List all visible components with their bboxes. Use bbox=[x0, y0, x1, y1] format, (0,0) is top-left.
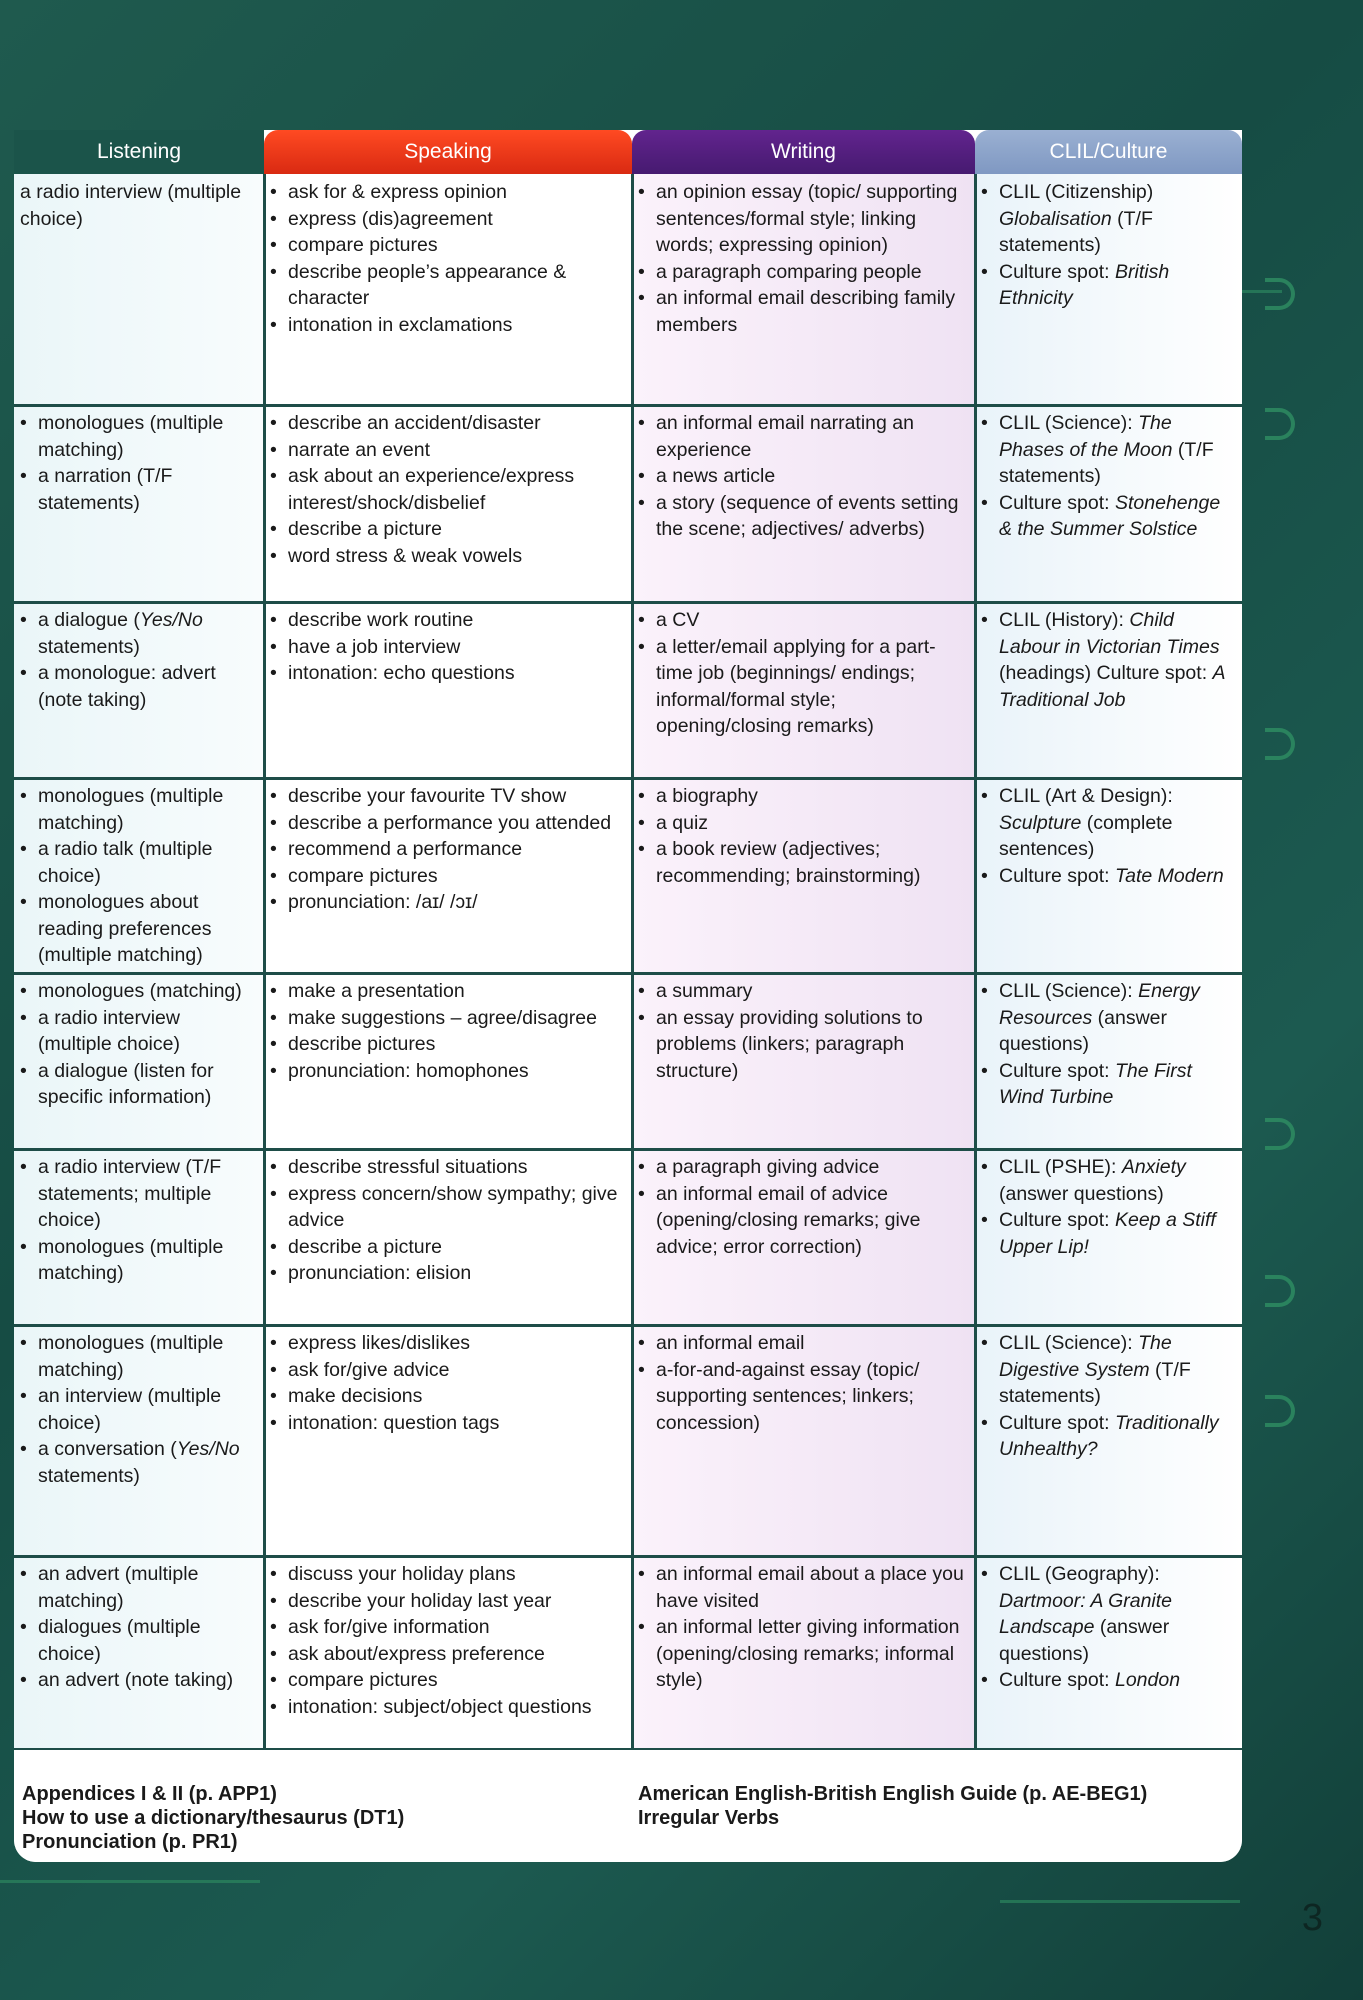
list-item bbox=[638, 1330, 969, 1357]
listening-cell bbox=[20, 607, 258, 713]
item-text: make decisions bbox=[288, 1385, 423, 1407]
item-text: CLIL (History): bbox=[999, 609, 1130, 631]
list-item bbox=[638, 1154, 969, 1181]
item-text: intonation: subject/object questions bbox=[288, 1695, 592, 1718]
italic-title-text: Keep a Stiff Upper Lip! bbox=[999, 1209, 1216, 1258]
writing-list bbox=[638, 1154, 969, 1260]
list-item bbox=[638, 490, 969, 543]
footer-left-line: Pronunciation (p. PR1) bbox=[22, 1831, 238, 1853]
list-item bbox=[638, 1181, 969, 1261]
speaking-list bbox=[270, 1154, 626, 1287]
clil-cell bbox=[981, 410, 1236, 543]
speaking-list bbox=[270, 179, 626, 338]
writing-list bbox=[638, 410, 969, 543]
item-text: monologues (matching) bbox=[38, 980, 242, 1002]
listening-cell bbox=[20, 410, 258, 516]
writing-cell bbox=[638, 410, 969, 543]
item-text: Culture spot: bbox=[999, 260, 1115, 283]
column-divider bbox=[631, 174, 634, 1750]
clil-list bbox=[981, 783, 1236, 889]
contents-table bbox=[14, 130, 1242, 1862]
list-item bbox=[638, 463, 969, 490]
list-item bbox=[270, 1641, 626, 1668]
list-item bbox=[638, 179, 969, 259]
writing-list bbox=[638, 1330, 969, 1436]
listening-list bbox=[20, 1561, 258, 1694]
item-text: an informal email bbox=[656, 1332, 805, 1354]
list-item bbox=[20, 1330, 258, 1383]
item-text: monologues (multiple matching) bbox=[38, 412, 224, 461]
listening-list bbox=[20, 179, 258, 232]
row-divider bbox=[14, 404, 1242, 407]
list-item bbox=[20, 836, 258, 889]
writing-cell bbox=[638, 1154, 969, 1260]
writing-list bbox=[638, 607, 969, 740]
column-divider bbox=[263, 174, 266, 1750]
item-text: dialogues (multiple choice) bbox=[38, 1616, 201, 1665]
list-item bbox=[20, 1436, 258, 1489]
item-text: an opinion essay (topic/ supporting sentences/formal style; linking words; expressing opinion) bbox=[656, 181, 958, 256]
clil-list bbox=[981, 1561, 1236, 1694]
clil-list bbox=[981, 1154, 1236, 1260]
list-item bbox=[20, 1058, 258, 1111]
list-item bbox=[270, 836, 626, 863]
item-text: intonation: echo questions bbox=[288, 662, 515, 684]
listening-list bbox=[20, 978, 258, 1111]
item-text: ask for/give information bbox=[288, 1616, 490, 1638]
item-text: a news article bbox=[656, 465, 776, 487]
item-text: describe an accident/disaster bbox=[288, 412, 541, 434]
speaking-list bbox=[270, 978, 626, 1084]
item-text: pronunciation: /aɪ/ /ɔɪ/ bbox=[288, 891, 478, 913]
writing-list bbox=[638, 1561, 969, 1694]
list-item bbox=[981, 1561, 1236, 1667]
item-text: describe a performance you attended bbox=[288, 811, 612, 834]
clil-list bbox=[981, 607, 1236, 713]
list-item bbox=[981, 1667, 1236, 1694]
speaking-cell bbox=[270, 179, 626, 338]
list-item bbox=[270, 232, 626, 259]
list-item bbox=[981, 1058, 1236, 1111]
listening-cell bbox=[20, 179, 258, 232]
writing-list bbox=[638, 783, 969, 889]
italic-title-text: Tate Modern bbox=[1114, 864, 1224, 887]
item-text: describe a picture bbox=[288, 1235, 442, 1258]
italic-title-text: A Traditional Job bbox=[999, 662, 1225, 711]
speaking-list bbox=[270, 1561, 626, 1720]
italic-title-text: London bbox=[1114, 1669, 1181, 1691]
clil-list bbox=[981, 978, 1236, 1111]
header-speaking: Speaking bbox=[264, 130, 632, 174]
item-text: pronunciation: elision bbox=[288, 1262, 472, 1284]
speaking-cell bbox=[270, 1330, 626, 1436]
italic-title-text: British Ethnicity bbox=[999, 260, 1170, 309]
list-item bbox=[981, 410, 1236, 490]
item-text: CLIL (Science): bbox=[999, 1332, 1139, 1354]
clil-cell bbox=[981, 1154, 1236, 1260]
list-item bbox=[20, 1005, 258, 1058]
item-text: express likes/dislikes bbox=[288, 1332, 471, 1354]
list-item bbox=[638, 285, 969, 338]
listening-cell bbox=[20, 1561, 258, 1694]
header-listening: Listening bbox=[14, 130, 264, 174]
list-item bbox=[638, 1357, 969, 1437]
item-text: (answer questions) bbox=[999, 1006, 1167, 1055]
italic-title-text: Traditionally Unhealthy? bbox=[999, 1411, 1219, 1460]
listening-list bbox=[20, 607, 258, 713]
list-item bbox=[20, 889, 258, 969]
item-text: CLIL (Citizenship) bbox=[999, 181, 1154, 203]
item-text: intonation: question tags bbox=[288, 1411, 500, 1434]
listening-list bbox=[20, 783, 258, 969]
item-text: intonation in exclamations bbox=[288, 313, 513, 336]
list-item bbox=[20, 978, 258, 1005]
list-item bbox=[638, 259, 969, 286]
clil-list bbox=[981, 410, 1236, 543]
list-item bbox=[270, 543, 626, 570]
clil-cell bbox=[981, 1561, 1236, 1694]
writing-cell bbox=[638, 978, 969, 1084]
list-item bbox=[981, 179, 1236, 259]
item-text: (complete sentences) bbox=[999, 811, 1173, 860]
listening-list bbox=[20, 410, 258, 516]
listening-cell bbox=[20, 783, 258, 969]
list-item bbox=[20, 783, 258, 836]
italic-title-text: The First Wind Turbine bbox=[999, 1059, 1192, 1108]
clil-cell bbox=[981, 978, 1236, 1111]
item-text: a narration (T/F statements) bbox=[38, 465, 173, 514]
italic-title-text: Anxiety bbox=[1121, 1156, 1186, 1178]
writing-cell bbox=[638, 179, 969, 338]
list-item bbox=[270, 783, 626, 810]
speaking-cell bbox=[270, 978, 626, 1084]
item-text: ask for/give advice bbox=[288, 1358, 450, 1381]
list-item bbox=[270, 1410, 626, 1437]
page-number: 3 bbox=[1301, 1897, 1323, 1939]
italic-title-text: Globalisation bbox=[999, 207, 1112, 230]
speaking-cell bbox=[270, 1561, 626, 1720]
list-item bbox=[638, 810, 969, 837]
speaking-list bbox=[270, 1330, 626, 1436]
list-item bbox=[638, 607, 969, 634]
speaking-list bbox=[270, 410, 626, 569]
item-text: a story (sequence of events setting the scene; adjectives/ adverbs) bbox=[656, 491, 959, 540]
item-text: Culture spot: bbox=[999, 1411, 1115, 1434]
item-text: a radio talk (multiple choice) bbox=[38, 838, 213, 887]
item-text: describe your holiday last year bbox=[288, 1589, 552, 1612]
list-item bbox=[981, 783, 1236, 863]
item-text: a book review (adjectives; recommending; brainstorming) bbox=[656, 838, 921, 887]
writing-cell bbox=[638, 607, 969, 740]
list-item bbox=[270, 1031, 626, 1058]
item-text: monologues (multiple matching) bbox=[38, 785, 224, 834]
clil-cell bbox=[981, 607, 1236, 713]
list-item bbox=[270, 1561, 626, 1588]
list-item bbox=[270, 259, 626, 312]
list-item bbox=[270, 1005, 626, 1032]
italic-title-text: Child Labour in Victorian Times bbox=[999, 609, 1220, 658]
item-text: compare pictures bbox=[288, 1669, 438, 1691]
list-item bbox=[20, 410, 258, 463]
row-divider bbox=[14, 972, 1242, 975]
column-divider bbox=[974, 174, 977, 1750]
item-text: statements) bbox=[38, 1464, 140, 1487]
italic-title-text: Energy Resources bbox=[999, 980, 1200, 1029]
item-text: (headings) Culture spot: bbox=[999, 662, 1213, 684]
item-text: make suggestions – agree/disagree bbox=[288, 1006, 597, 1029]
list-item bbox=[981, 863, 1236, 890]
list-item bbox=[638, 1005, 969, 1085]
italic-title-text: Stonehenge & the Summer Solstice bbox=[999, 491, 1221, 540]
header-writing: Writing bbox=[632, 130, 975, 174]
list-item bbox=[20, 463, 258, 516]
writing-cell bbox=[638, 1330, 969, 1436]
list-item bbox=[270, 516, 626, 543]
list-item bbox=[20, 1154, 258, 1234]
list-item bbox=[20, 1561, 258, 1614]
item-text: a radio interview (multiple choice) bbox=[38, 1006, 180, 1055]
item-text: ask about/express preference bbox=[288, 1642, 545, 1665]
row-divider bbox=[14, 777, 1242, 780]
listening-cell bbox=[20, 1154, 258, 1287]
item-text: an informal email describing family members bbox=[656, 287, 956, 336]
writing-list bbox=[638, 978, 969, 1084]
item-text: a radio interview (T/F statements; multiple choice) bbox=[38, 1156, 222, 1231]
list-item bbox=[638, 1561, 969, 1614]
item-text: (answer questions) bbox=[999, 1616, 1170, 1665]
item-text: CLIL (Geography): bbox=[999, 1563, 1160, 1585]
list-item bbox=[270, 437, 626, 464]
item-text: pronunciation: homophones bbox=[288, 1059, 529, 1082]
row-divider bbox=[14, 1148, 1242, 1151]
item-text: a conversation ( bbox=[38, 1438, 177, 1460]
item-text: describe a picture bbox=[288, 518, 442, 540]
item-text: a CV bbox=[656, 609, 700, 631]
item-text: have a job interview bbox=[288, 635, 461, 658]
list-item bbox=[270, 607, 626, 634]
list-item bbox=[270, 889, 626, 916]
writing-cell bbox=[638, 1561, 969, 1694]
item-text: a dialogue (listen for specific information) bbox=[38, 1059, 214, 1108]
clil-cell bbox=[981, 1330, 1236, 1463]
italic-title-text: The Digestive System bbox=[999, 1332, 1172, 1381]
item-text: (T/F statements) bbox=[999, 207, 1153, 256]
speaking-cell bbox=[270, 607, 626, 687]
item-text: a-for-and-against essay (topic/ supporting sentences; linkers; concession) bbox=[656, 1358, 920, 1434]
list-item bbox=[270, 1154, 626, 1181]
item-text: describe work routine bbox=[288, 609, 474, 631]
list-item bbox=[20, 660, 258, 713]
list-item bbox=[270, 1588, 626, 1615]
footer-left-line: How to use a dictionary/thesaurus (DT1) bbox=[22, 1807, 405, 1829]
item-text: ask for & express opinion bbox=[288, 181, 507, 203]
item-text: statements) bbox=[38, 635, 140, 658]
list-item bbox=[270, 1181, 626, 1234]
list-item bbox=[270, 1058, 626, 1085]
list-item bbox=[270, 206, 626, 233]
item-text: Culture spot: bbox=[999, 1059, 1115, 1082]
item-text: (answer questions) bbox=[999, 1182, 1164, 1205]
list-item bbox=[270, 1383, 626, 1410]
listening-cell bbox=[20, 1330, 258, 1489]
item-text: a paragraph giving advice bbox=[656, 1156, 880, 1178]
item-text: word stress & weak vowels bbox=[288, 544, 523, 567]
item-text: CLIL (PSHE): bbox=[999, 1156, 1122, 1178]
item-text: recommend a performance bbox=[288, 838, 523, 860]
clil-cell bbox=[981, 179, 1236, 312]
item-text: an informal email of advice (opening/closing remarks; give advice; error correction) bbox=[656, 1182, 921, 1258]
item-text: CLIL (Science): bbox=[999, 412, 1139, 434]
list-item bbox=[638, 634, 969, 740]
speaking-cell bbox=[270, 1154, 626, 1287]
speaking-cell bbox=[270, 410, 626, 569]
italic-title-text: Sculpture bbox=[999, 811, 1082, 834]
item-text: a quiz bbox=[656, 811, 709, 834]
list-item bbox=[270, 463, 626, 516]
item-text: describe your favourite TV show bbox=[288, 785, 567, 807]
italic-title-text: Yes/No bbox=[139, 609, 203, 631]
listening-list bbox=[20, 1330, 258, 1489]
list-item bbox=[270, 1614, 626, 1641]
list-item bbox=[270, 1260, 626, 1287]
list-item bbox=[20, 607, 258, 660]
list-item bbox=[20, 179, 258, 232]
list-item bbox=[981, 1410, 1236, 1463]
item-text: an interview (multiple choice) bbox=[38, 1385, 222, 1434]
list-item bbox=[270, 634, 626, 661]
item-text: make a presentation bbox=[288, 980, 465, 1002]
footer-left-line: Appendices I & II (p. APP1) bbox=[22, 1783, 277, 1805]
header-clil: CLIL/Culture bbox=[975, 130, 1242, 174]
list-item bbox=[270, 1357, 626, 1384]
row-divider bbox=[14, 601, 1242, 604]
item-text: an informal letter giving information (opening/closing remarks; informal style) bbox=[656, 1616, 960, 1691]
item-text: a monologue: advert (note taking) bbox=[38, 662, 216, 711]
italic-title-text: The Phases of the Moon bbox=[999, 412, 1173, 461]
item-text: a dialogue ( bbox=[38, 609, 140, 631]
footer-right bbox=[638, 1782, 1147, 1830]
item-text: monologues (multiple matching) bbox=[38, 1235, 224, 1284]
clil-cell bbox=[981, 783, 1236, 889]
listening-list bbox=[20, 1154, 258, 1287]
italic-title-text: Dartmoor: A Granite Landscape bbox=[999, 1589, 1173, 1638]
item-text: describe stressful situations bbox=[288, 1156, 528, 1178]
item-text: express concern/show sympathy; give advice bbox=[288, 1182, 618, 1231]
list-item bbox=[270, 810, 626, 837]
item-text: describe pictures bbox=[288, 1033, 436, 1055]
item-text: an informal email about a place you have visited bbox=[656, 1563, 964, 1612]
footer-right-line: Irregular Verbs bbox=[638, 1807, 780, 1829]
list-item bbox=[20, 1234, 258, 1287]
writing-list bbox=[638, 179, 969, 338]
row-divider bbox=[14, 1555, 1242, 1558]
item-text: CLIL (Art & Design): bbox=[999, 785, 1173, 807]
item-text: Culture spot: bbox=[999, 1669, 1115, 1691]
item-text: CLIL (Science): bbox=[999, 980, 1139, 1002]
list-item bbox=[20, 1667, 258, 1694]
list-item bbox=[270, 1234, 626, 1261]
list-item bbox=[981, 1330, 1236, 1410]
item-text: an advert (multiple matching) bbox=[38, 1563, 199, 1612]
list-item bbox=[981, 259, 1236, 312]
list-item bbox=[638, 978, 969, 1005]
item-text: express (dis)agreement bbox=[288, 207, 493, 230]
list-item bbox=[270, 179, 626, 206]
footer-left bbox=[22, 1782, 404, 1854]
list-item bbox=[638, 410, 969, 463]
item-text: an advert (note taking) bbox=[38, 1669, 234, 1691]
list-item bbox=[20, 1383, 258, 1436]
item-text: compare pictures bbox=[288, 234, 438, 256]
item-text: monologues about reading preferences (multiple matching) bbox=[38, 891, 212, 966]
list-item bbox=[981, 978, 1236, 1058]
listening-cell bbox=[20, 978, 258, 1111]
item-text: a paragraph comparing people bbox=[656, 260, 922, 283]
footer-right-line: American English-British English Guide (p. AE-BEG1) bbox=[638, 1783, 1148, 1805]
row-divider bbox=[14, 1324, 1242, 1327]
item-text: an essay providing solutions to problems (linkers; paragraph structure) bbox=[656, 1006, 923, 1082]
item-text: Culture spot: bbox=[999, 491, 1115, 514]
item-text: a radio interview (multiple choice) bbox=[20, 181, 242, 230]
speaking-list bbox=[270, 783, 626, 916]
list-item bbox=[270, 1330, 626, 1357]
list-item bbox=[270, 863, 626, 890]
list-item bbox=[638, 1614, 969, 1694]
list-item bbox=[981, 607, 1236, 713]
clil-list bbox=[981, 179, 1236, 312]
item-text: a letter/email applying for a part-time job (beginnings/ endings; informal/formal style; opening/closing remarks) bbox=[656, 635, 936, 737]
list-item bbox=[270, 978, 626, 1005]
item-text: monologues (multiple matching) bbox=[38, 1332, 224, 1381]
list-item bbox=[270, 312, 626, 339]
item-text: a biography bbox=[656, 785, 758, 807]
item-text: Culture spot: bbox=[999, 1209, 1115, 1231]
list-item bbox=[270, 660, 626, 687]
item-text: (T/F statements) bbox=[999, 438, 1214, 487]
italic-title-text: Yes/No bbox=[176, 1438, 240, 1460]
item-text: describe people’s appearance & character bbox=[288, 260, 567, 309]
item-text: narrate an event bbox=[288, 438, 431, 461]
item-text: Culture spot: bbox=[999, 864, 1115, 887]
list-item bbox=[20, 1614, 258, 1667]
writing-cell bbox=[638, 783, 969, 889]
list-item bbox=[270, 1694, 626, 1721]
item-text: discuss your holiday plans bbox=[288, 1563, 516, 1585]
item-text: ask about an experience/express interest/shock/disbelief bbox=[288, 465, 575, 514]
list-item bbox=[270, 1667, 626, 1694]
item-text: compare pictures bbox=[288, 864, 438, 887]
speaking-cell bbox=[270, 783, 626, 916]
list-item bbox=[981, 490, 1236, 543]
list-item bbox=[270, 410, 626, 437]
item-text: an informal email narrating an experience bbox=[656, 412, 914, 461]
list-item bbox=[638, 836, 969, 889]
list-item bbox=[981, 1207, 1236, 1260]
item-text: (T/F statements) bbox=[999, 1358, 1191, 1407]
item-text: a summary bbox=[656, 980, 753, 1002]
speaking-list bbox=[270, 607, 626, 687]
clil-list bbox=[981, 1330, 1236, 1463]
list-item bbox=[638, 783, 969, 810]
appendices-footer bbox=[14, 1750, 1242, 1862]
list-item bbox=[981, 1154, 1236, 1207]
